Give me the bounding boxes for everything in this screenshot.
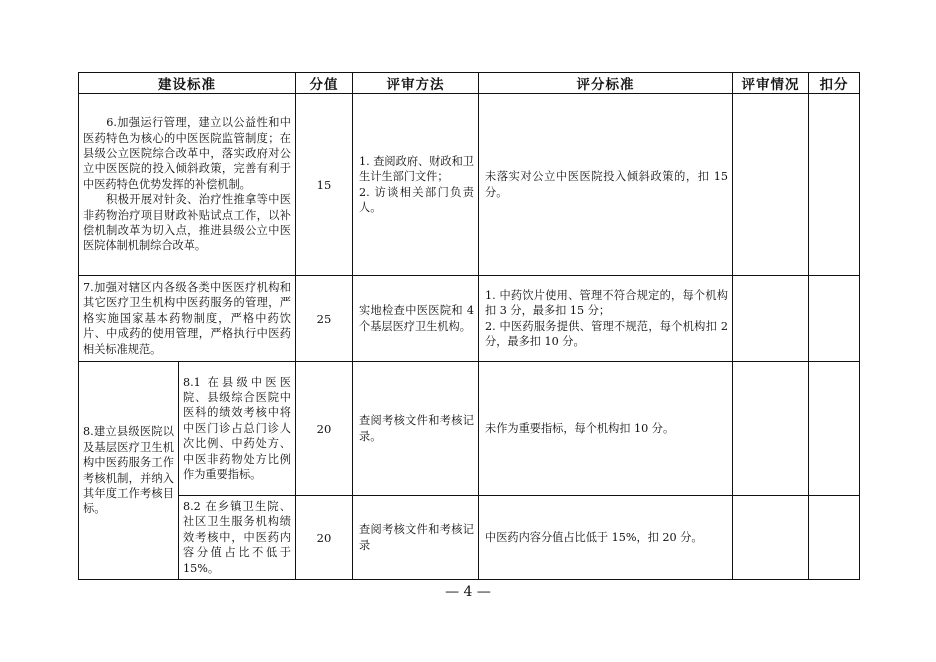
row8-1-method: 查阅考核文件和考核记录。 [353,362,479,496]
page-number: — 4 — [445,584,491,600]
header-review: 评审情况 [733,73,809,94]
table-row [79,94,860,276]
row8-1-review[interactable] [733,362,809,496]
row6-criteria: 未落实对公立中医医院投入倾斜政策的，扣 15 分。 [479,94,733,276]
row6-review[interactable] [733,94,809,276]
row8-1-standard: 8.1 在县级中医医院、县级综合医院中医科的绩效考核中将中医门诊占总门诊人次比例、中药处方、中医非药物处方比例作为重要指标。 [179,362,296,496]
row8-1-score: 20 [296,362,353,496]
row8-2-review[interactable] [733,496,809,580]
row8-title: 8.建立县级医院以及基层医疗卫生机构中医药服务工作考核机制，并纳入其年度工作考核目标。 [79,362,179,580]
header-criteria: 评分标准 [479,73,733,94]
table-row [79,496,860,580]
header-method: 评审方法 [353,73,479,94]
evaluation-table [78,72,860,580]
row7-standard: 7.加强对辖区内各级各类中医医疗机构和其它医疗卫生机构中医药服务的管理，严格实施国家基本药物制度，严格中药饮片、中成药的使用管理，严格执行中医药相关标准规范。 [79,276,296,362]
row7-review[interactable] [733,276,809,362]
row8-1-criteria: 未作为重要指标，每个机构扣 10 分。 [479,362,733,496]
row6-method: 1. 查阅政府、财政和卫生计生部门文件； 2. 访谈相关部门负责人。 [353,94,479,276]
row8-1-deduct[interactable] [809,362,860,496]
table-row [79,276,860,362]
row7-score: 25 [296,276,353,362]
header-row [79,73,860,94]
header-standard: 建设标准 [79,73,296,94]
header-deduct: 扣分 [809,73,860,94]
row8-2-standard: 8.2 在乡镇卫生院、社区卫生服务机构绩效考核中，中医药内容分值占比不低于 15%。 [179,496,296,580]
row6-deduct[interactable] [809,94,860,276]
table-row [79,362,860,496]
row8-2-method: 查阅考核文件和考核记录 [353,496,479,580]
row6-score: 15 [296,94,353,276]
row7-method: 实地检查中医医院和 4 个基层医疗卫生机构。 [353,276,479,362]
row6-standard: 6.加强运行管理，建立以公益性和中医药特色为核心的中医医院监管制度；在县级公立医院综合改革中，落实政府对公立中医医院的投入倾斜政策，完善有利于中医药特色优势发挥的补偿机制。 积极开展对针灸、治疗性推拿等中医非药物治疗项目财政补贴试点工作，以补偿机制改革为切入点，推进县级公立中医医院体制机制综合改革。 [79,94,296,276]
row8-2-score: 20 [296,496,353,580]
row8-2-deduct[interactable] [809,496,860,580]
row7-criteria: 1. 中药饮片使用、管理不符合规定的，每个机构扣 3 分，最多扣 15 分； 2. 中医药服务提供、管理不规范，每个机构扣 2 分，最多扣 10 分。 [479,276,733,362]
header-score: 分值 [296,73,353,94]
row7-deduct[interactable] [809,276,860,362]
row8-2-criteria: 中医药内容分值占比低于 15%，扣 20 分。 [479,496,733,580]
